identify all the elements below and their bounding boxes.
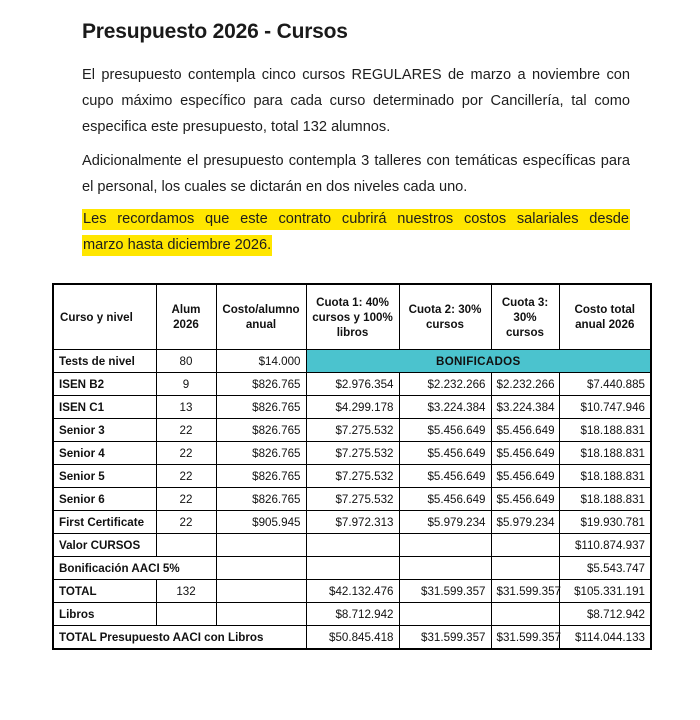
cell-alum: 22 (156, 511, 216, 534)
table-row (53, 419, 651, 442)
table-row (53, 626, 651, 650)
row-label: ISEN C1 (53, 396, 156, 419)
row-label: TOTAL (53, 580, 156, 603)
cell-cuota-1 (306, 534, 399, 557)
cell-costo-alumno: $826.765 (216, 465, 306, 488)
cell-cuota-2: $5.456.649 (399, 465, 491, 488)
cell-cuota-1: $7.275.532 (306, 465, 399, 488)
cell-cuota-3 (491, 603, 559, 626)
table-row (53, 534, 651, 557)
row-label: TOTAL Presupuesto AACI con Libros (53, 626, 306, 650)
cell-total: $10.747.946 (559, 396, 651, 419)
cell-cuota-1: $7.275.532 (306, 419, 399, 442)
cell-cuota-2 (399, 534, 491, 557)
cell-cuota-1: $7.275.532 (306, 488, 399, 511)
cell-cuota-2: $5.456.649 (399, 419, 491, 442)
table-header (53, 284, 651, 350)
row-label: Bonificación AACI 5% (53, 557, 216, 580)
cell-total: $8.712.942 (559, 603, 651, 626)
cell-alum: 132 (156, 580, 216, 603)
cell-cuota-3: $5.979.234 (491, 511, 559, 534)
cell-total: $19.930.781 (559, 511, 651, 534)
column-header-costo-alumno-anual: Costo/alumno anual (216, 284, 306, 350)
cell-cuota-3: $5.456.649 (491, 488, 559, 511)
cell-total: $7.440.885 (559, 373, 651, 396)
column-header-cuota-3: Cuota 3: 30% cursos (491, 284, 559, 350)
cell-costo-alumno (216, 603, 306, 626)
cell-cuota-1: $42.132.476 (306, 580, 399, 603)
cell-costo-alumno: $14.000 (216, 350, 306, 373)
cell-total: $18.188.831 (559, 419, 651, 442)
table-row (53, 580, 651, 603)
cell-cuota-1: $4.299.178 (306, 396, 399, 419)
cell-total: $110.874.937 (559, 534, 651, 557)
column-header-cuota-1: Cuota 1: 40% cursos y 100% libros (306, 284, 399, 350)
cell-cuota-3: $31.599.357 (491, 626, 559, 650)
cell-costo-alumno: $905.945 (216, 511, 306, 534)
cell-cuota-1: $2.976.354 (306, 373, 399, 396)
highlighted-note (82, 206, 630, 258)
cell-cuota-1: $50.845.418 (306, 626, 399, 650)
budget-table (52, 283, 652, 650)
cell-total: $18.188.831 (559, 488, 651, 511)
cell-alum: 22 (156, 465, 216, 488)
column-header-curso-y-nivel: Curso y nivel (53, 284, 156, 350)
cell-cuota-2: $31.599.357 (399, 580, 491, 603)
cell-total: $105.331.191 (559, 580, 651, 603)
cell-cuota-3: $2.232.266 (491, 373, 559, 396)
column-header-costo-total-anual: Costo total anual 2026 (559, 284, 651, 350)
row-label: Libros (53, 603, 156, 626)
row-label: Senior 5 (53, 465, 156, 488)
cell-costo-alumno: $826.765 (216, 442, 306, 465)
cell-cuota-2: $3.224.384 (399, 396, 491, 419)
cell-cuota-3: $3.224.384 (491, 396, 559, 419)
cell-cuota-2 (399, 603, 491, 626)
cell-alum: 80 (156, 350, 216, 373)
highlighted-note-line-1: Les recordamos que este contrato cubrirá nuestros costos salariales desde (82, 209, 630, 230)
cell-cuota-1: $7.972.313 (306, 511, 399, 534)
cell-cuota-2: $31.599.357 (399, 626, 491, 650)
cell-costo-alumno: $826.765 (216, 488, 306, 511)
table-row (53, 373, 651, 396)
cell-cuota-2 (399, 557, 491, 580)
cell-total: $18.188.831 (559, 442, 651, 465)
table-row (53, 465, 651, 488)
cell-alum: 22 (156, 419, 216, 442)
cell-cuota-2: $5.456.649 (399, 488, 491, 511)
cell-cuota-2: $5.979.234 (399, 511, 491, 534)
column-header-cuota-2: Cuota 2: 30% cursos (399, 284, 491, 350)
row-label: Tests de nivel (53, 350, 156, 373)
table-row (53, 350, 651, 373)
highlighted-note-line-2: marzo hasta diciembre 2026. (82, 235, 272, 256)
cell-cuota-3 (491, 534, 559, 557)
cell-cuota-3: $5.456.649 (491, 442, 559, 465)
cell-bonificados-banner: BONIFICADOS (306, 350, 651, 373)
row-label: Senior 3 (53, 419, 156, 442)
table-row (53, 603, 651, 626)
cell-cuota-1 (306, 557, 399, 580)
cell-cuota-3: $31.599.357 (491, 580, 559, 603)
cell-total: $114.044.133 (559, 626, 651, 650)
cell-alum: 13 (156, 396, 216, 419)
cell-costo-alumno: $826.765 (216, 373, 306, 396)
table-row (53, 396, 651, 419)
cell-costo-alumno (216, 557, 306, 580)
cell-alum: 9 (156, 373, 216, 396)
table-body (53, 350, 651, 650)
cell-cuota-3 (491, 557, 559, 580)
intro-paragraph-1: El presupuesto contempla cinco cursos REGULARES de marzo a noviembre con cupo máximo específico para cada curso determinado por Cancillería, tal como especifica este presupuesto, total 132 alumnos. (82, 67, 630, 135)
cell-costo-alumno (216, 534, 306, 557)
cell-costo-alumno (216, 580, 306, 603)
cell-total: $5.543.747 (559, 557, 651, 580)
cell-cuota-1: $8.712.942 (306, 603, 399, 626)
table-row (53, 488, 651, 511)
cell-cuota-2: $2.232.266 (399, 373, 491, 396)
cell-cuota-3: $5.456.649 (491, 465, 559, 488)
table-header-row (53, 284, 651, 350)
row-label: ISEN B2 (53, 373, 156, 396)
table-row (53, 557, 651, 580)
row-label: Senior 6 (53, 488, 156, 511)
table-row (53, 511, 651, 534)
cell-cuota-3: $5.456.649 (491, 419, 559, 442)
intro-paragraph-2: Adicionalmente el presupuesto contempla 3 talleres con temáticas específicas para el personal, los cuales se dictarán en dos niveles cada uno. (82, 153, 630, 195)
table-row (53, 442, 651, 465)
cell-total: $18.188.831 (559, 465, 651, 488)
cell-costo-alumno: $826.765 (216, 396, 306, 419)
cell-cuota-2: $5.456.649 (399, 442, 491, 465)
cell-cuota-1: $7.275.532 (306, 442, 399, 465)
cell-alum (156, 534, 216, 557)
cell-costo-alumno: $826.765 (216, 419, 306, 442)
page-title: Presupuesto 2026 - Cursos (82, 20, 348, 43)
cell-alum: 22 (156, 488, 216, 511)
row-label: First Certificate (53, 511, 156, 534)
row-label: Senior 4 (53, 442, 156, 465)
column-header-alum-2026: Alum 2026 (156, 284, 216, 350)
row-label: Valor CURSOS (53, 534, 156, 557)
cell-alum: 22 (156, 442, 216, 465)
cell-alum (156, 603, 216, 626)
